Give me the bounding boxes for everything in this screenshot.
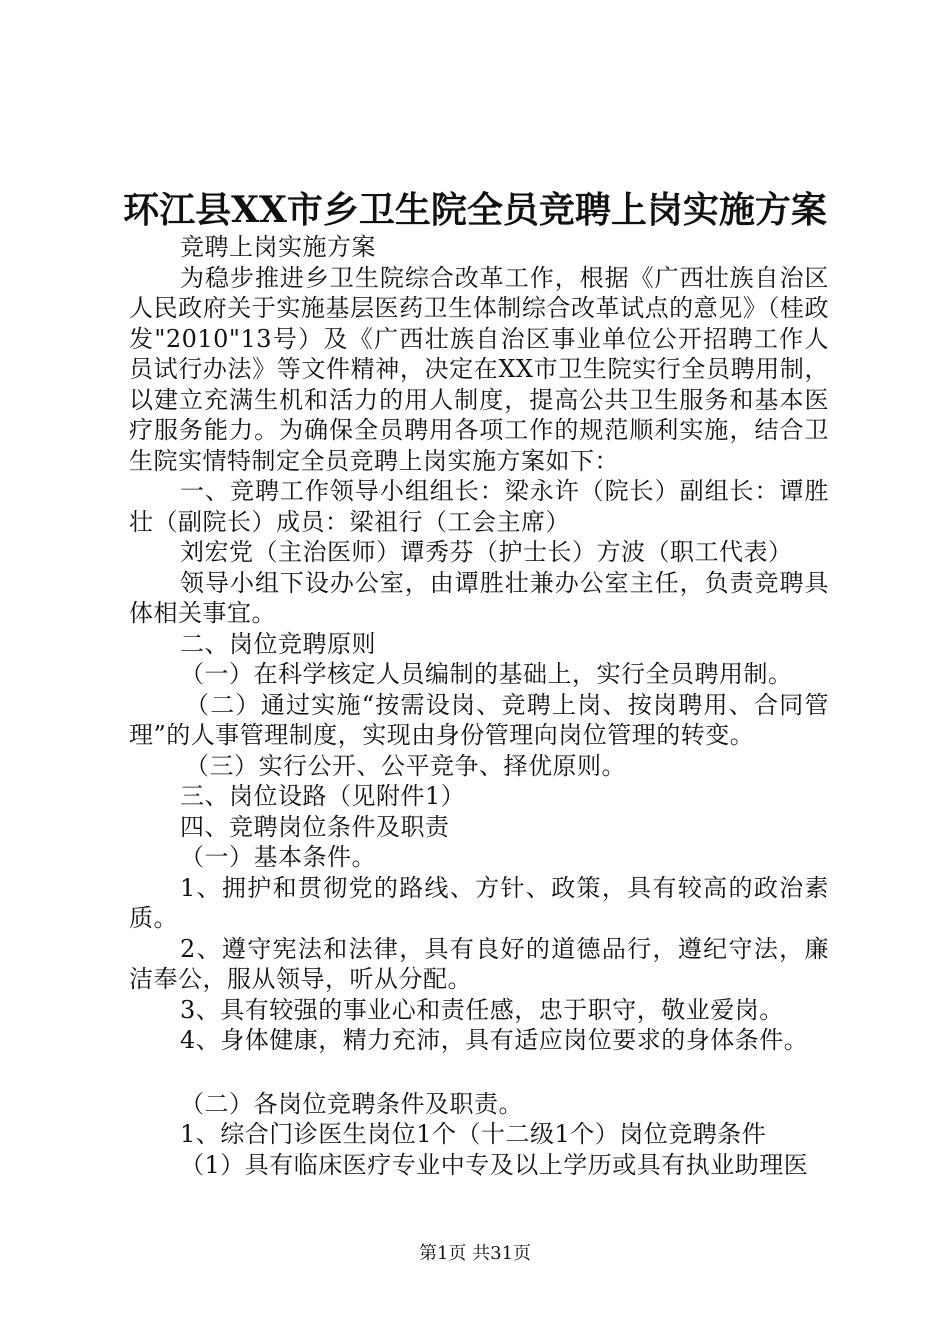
document-title: 环江县XX市乡卫生院全员竞聘上岗实施方案 (123, 189, 827, 231)
paragraph: 1、拥护和贯彻党的路线、方针、政策，具有较高的政治素质。 (129, 873, 829, 932)
paragraph: （三）实行公开、公平竞争、择优原则。 (185, 751, 626, 780)
paragraph-spacer (129, 1056, 829, 1089)
paragraph: （二）通过实施“按需设岗、竞聘上岗、按岗聘用、合同管理”的人事管理制度，实现由身份管理向岗位管理的转变。 (129, 690, 829, 749)
paragraph: 二、岗位竞聘原则 (180, 629, 376, 658)
paragraph: 为稳步推进乡卫生院综合改革工作，根据《广西壮族自治区人民政府关于实施基层医药卫生体制综合改革试点的意见》（桂政发"2010"13号）及《广西壮族自治区事业单位公开招聘工作人员试行办法》等文件精神，决定在XX市卫生院实行全员聘用制，以建立充满生机和活力的用人制度，提高公共卫生服务和基本医疗服务能力。为确保全员聘用各项工作的规范顺利实施，结合卫生院实情特制定全员竞聘上岗实施方案如下： (129, 263, 829, 475)
paragraph: 竞聘上岗实施方案 (180, 233, 376, 261)
paragraph: 一、竞聘工作领导小组组长：梁永许（院长）副组长：谭胜壮（副院长）成员：梁祖行（工会主席） (129, 477, 829, 536)
page-footer: 第1页 共31页 (418, 1243, 532, 1264)
paragraph: （一）基本条件。 (180, 843, 376, 871)
paragraph: 三、岗位设路（见附件1） (180, 782, 466, 810)
paragraph: 4、身体健康，精力充沛，具有适应岗位要求的身体条件。 (180, 1026, 809, 1054)
document-body (129, 232, 829, 1180)
paragraph: 1、综合门诊医生岗位1个（十二级1个）岗位竞聘条件 (180, 1120, 767, 1148)
paragraph: 领导小组下设办公室，由谭胜壮兼办公室主任，负责竞聘具体相关事宜。 (129, 568, 829, 627)
paragraph: 四、竞聘岗位条件及职责 (180, 812, 450, 841)
paragraph: 刘宏党（主治医师）谭秀芬（护士长）方波（职工代表） (180, 538, 793, 566)
paragraph: （一）在科学核定人员编制的基础上，实行全员聘用制。 (180, 660, 793, 688)
paragraph: 2、遵守宪法和法律，具有良好的道德品行，遵纪守法，廉洁奉公，服从领导，听从分配。 (129, 934, 829, 993)
paragraph: 3、具有较强的事业心和责任感，忠于职守，敬业爱岗。 (180, 995, 784, 1024)
paragraph: （1）具有临床医疗专业中专及以上学历或具有执业助理医 (180, 1150, 809, 1179)
paragraph: （二）各岗位竞聘条件及职责。 (180, 1089, 523, 1118)
